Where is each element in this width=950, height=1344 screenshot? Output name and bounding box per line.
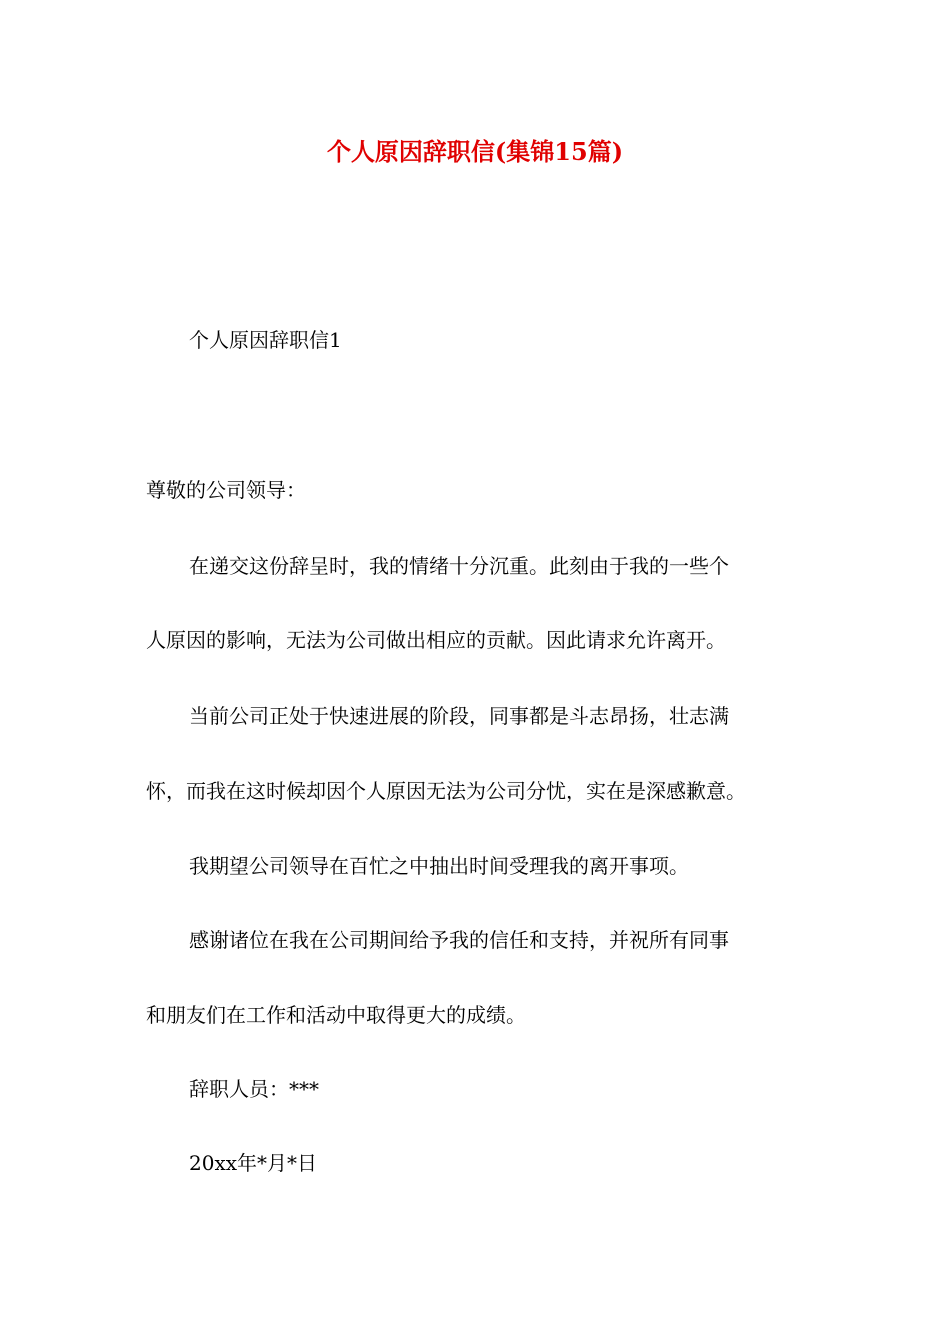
body-line-1: 在递交这份辞呈时，我的情绪十分沉重。此刻由于我的一些个 [189,554,729,578]
body-line-4: 怀，而我在这时候却因个人原因无法为公司分忧，实在是深感歉意。 [146,779,746,803]
date: 20xx年*月*日 [189,1151,318,1175]
body-line-6: 感谢诸位在我在公司期间给予我的信任和支持，并祝所有同事 [189,928,729,952]
body-line-2: 人原因的影响，无法为公司做出相应的贡献。因此请求允许离开。 [146,628,726,652]
body-line-3: 当前公司正处于快速进展的阶段，同事都是斗志昂扬，壮志满 [189,704,729,728]
body-line-7: 和朋友们在工作和活动中取得更大的成绩。 [146,1003,526,1027]
section-heading: 个人原因辞职信1 [189,328,342,352]
document-title: 个人原因辞职信(集锦15篇) [326,137,624,166]
signature: 辞职人员：*** [189,1077,319,1101]
body-line-5: 我期望公司领导在百忙之中抽出时间受理我的离开事项。 [189,854,689,878]
salutation: 尊敬的公司领导： [146,478,306,502]
